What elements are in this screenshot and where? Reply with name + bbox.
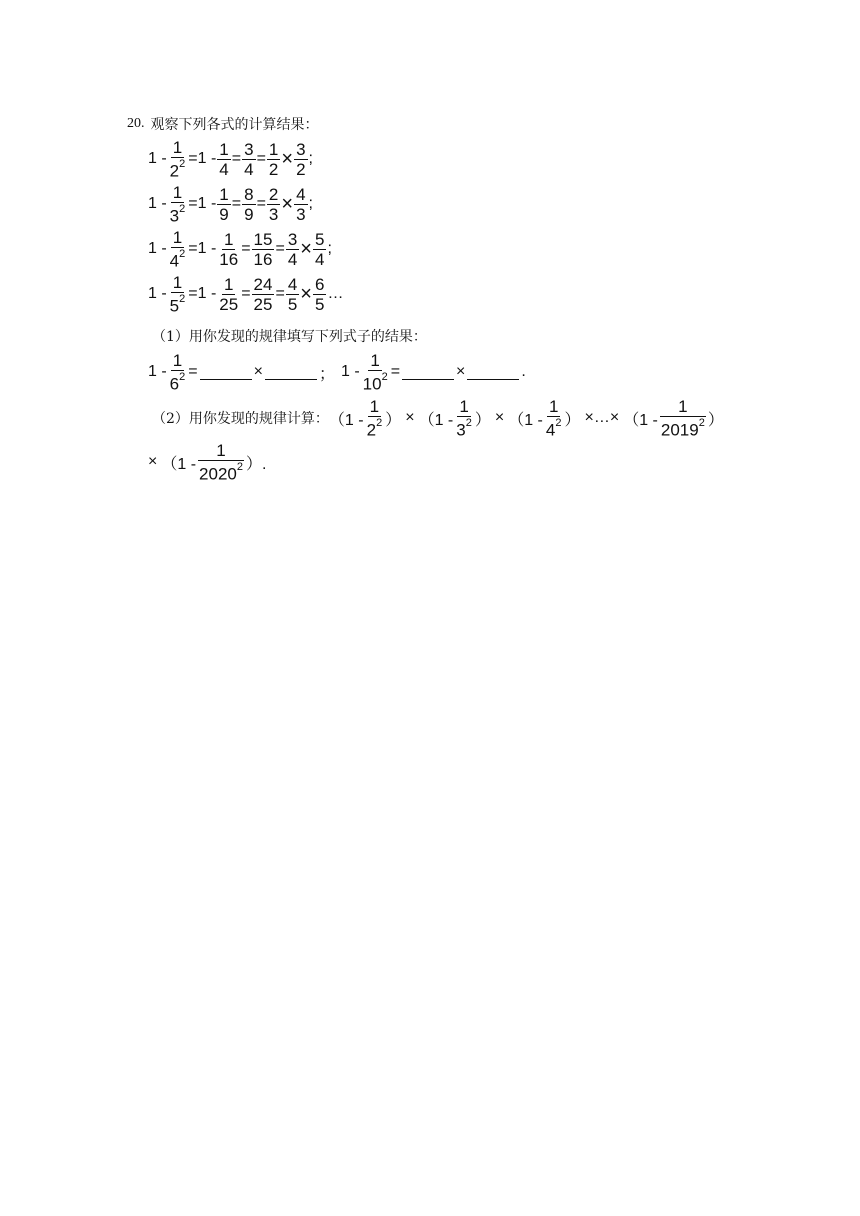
fraction: $\frac{1}{25}$ bbox=[219, 274, 239, 314]
example-tail: … bbox=[327, 285, 344, 303]
times-sign: × bbox=[148, 453, 158, 471]
fraction: $\frac{3}{2}$ bbox=[296, 139, 306, 179]
times-sign: × bbox=[281, 192, 294, 215]
fraction: $\frac{3}{4}$ bbox=[244, 139, 254, 179]
answer-blank[interactable] bbox=[467, 365, 519, 380]
example-lead: 1 - bbox=[148, 285, 167, 303]
fraction: $\frac{1}{9}$ bbox=[219, 184, 229, 224]
fraction: $\frac{1}{5^2}$ bbox=[169, 273, 186, 316]
times-sign: × bbox=[300, 237, 312, 260]
separator: ； bbox=[318, 365, 335, 383]
question-number: 20. bbox=[127, 116, 145, 131]
part1-label: （1）用你发现的规律填写下列式子的结果： bbox=[152, 329, 427, 345]
fraction: $\frac{2}{3}$ bbox=[268, 184, 279, 224]
fraction: $\frac{24}{25}$ bbox=[253, 274, 273, 314]
equals-sign: = bbox=[241, 285, 251, 303]
equals-sign: = bbox=[256, 150, 266, 168]
times-sign: × bbox=[494, 409, 505, 427]
fraction: $\frac{6}{5}$ bbox=[314, 274, 325, 314]
example-row bbox=[148, 138, 313, 181]
fraction: $\frac{1}{2^2}$ bbox=[169, 138, 186, 181]
fraction: $\frac{1}{10^2}$ bbox=[362, 351, 388, 394]
example-row bbox=[148, 183, 313, 226]
fraction: $\frac{1}{4^2}$ bbox=[545, 397, 562, 440]
question-heading bbox=[127, 114, 319, 134]
fraction: $\frac{1}{3^2}$ bbox=[456, 397, 472, 440]
fraction: $\frac{4}{5}$ bbox=[287, 274, 298, 314]
fraction: $\frac{1}{4}$ bbox=[219, 139, 229, 179]
fraction: $\frac{1}{3^2}$ bbox=[169, 183, 186, 226]
equals-sign: = bbox=[275, 240, 285, 258]
equals-one-minus: =1 - bbox=[188, 150, 217, 168]
example-row bbox=[148, 228, 332, 271]
fraction: $\frac{1}{2020^2}$ bbox=[199, 441, 243, 484]
example-tail: ; bbox=[308, 195, 313, 213]
equals-sign: = bbox=[390, 363, 401, 381]
part1-expressions bbox=[148, 351, 526, 394]
answer-blank[interactable] bbox=[265, 365, 317, 380]
fraction: $\frac{3}{4}$ bbox=[287, 229, 298, 269]
fraction: $\frac{1}{6^2}$ bbox=[169, 351, 186, 394]
fraction: $\frac{1}{2019^2}$ bbox=[660, 397, 705, 440]
fraction: $\frac{8}{9}$ bbox=[244, 184, 254, 224]
fraction: $\frac{1}{2}$ bbox=[268, 139, 279, 179]
equals-one-minus: =1 - bbox=[188, 240, 217, 258]
fraction: $\frac{4}{3}$ bbox=[296, 184, 306, 224]
times-sign: × bbox=[456, 363, 466, 381]
fraction: $\frac{1}{16}$ bbox=[219, 229, 239, 269]
example-lead: 1 - bbox=[148, 240, 167, 258]
times-sign: × bbox=[405, 409, 415, 427]
equals-one-minus: =1 - bbox=[188, 285, 217, 303]
part2-line2: × （1 - $\frac{1}{2020^2}$ ）. bbox=[148, 441, 267, 484]
times-sign: × bbox=[281, 147, 294, 170]
answer-blank[interactable] bbox=[402, 365, 454, 380]
equals-one-minus: =1 - bbox=[188, 195, 217, 213]
times-sign: × bbox=[300, 282, 312, 305]
equals-sign: = bbox=[241, 240, 251, 258]
equals-sign: = bbox=[256, 195, 266, 213]
example-lead: 1 - bbox=[148, 195, 167, 213]
period: . bbox=[521, 363, 526, 381]
equals-sign: = bbox=[188, 363, 198, 381]
equals-sign: = bbox=[275, 285, 285, 303]
example-row bbox=[148, 273, 343, 316]
times-sign: × bbox=[253, 363, 263, 381]
answer-blank[interactable] bbox=[200, 365, 252, 380]
part2-label: （2）用你发现的规律计算： bbox=[152, 411, 329, 428]
expr1-lead: 1 - bbox=[148, 363, 167, 381]
fraction: $\frac{1}{4^2}$ bbox=[169, 228, 186, 271]
example-tail: ; bbox=[308, 150, 313, 168]
equals-sign: = bbox=[231, 150, 242, 168]
times-ellipsis: ×…× bbox=[584, 409, 620, 427]
example-lead: 1 - bbox=[148, 150, 167, 168]
example-tail: ; bbox=[327, 240, 332, 258]
part2-line1: （2）用你发现的规律计算： （1 - $\frac{1}{2^2}$ ） × （1 - $\frac{1}{3^2}$ ） × （1 - $\frac{1}{4^2}$ ） ×…× （1 - $\frac{1}{2019^2}$ ） bbox=[152, 397, 724, 440]
expr2-lead: 1 - bbox=[340, 363, 360, 381]
fraction: $\frac{15}{16}$ bbox=[253, 229, 273, 269]
fraction: $\frac{5}{4}$ bbox=[314, 229, 325, 269]
question-prompt: 观察下列各式的计算结果： bbox=[150, 117, 319, 133]
equals-sign: = bbox=[231, 195, 242, 213]
fraction: $\frac{1}{2^2}$ bbox=[366, 397, 383, 440]
